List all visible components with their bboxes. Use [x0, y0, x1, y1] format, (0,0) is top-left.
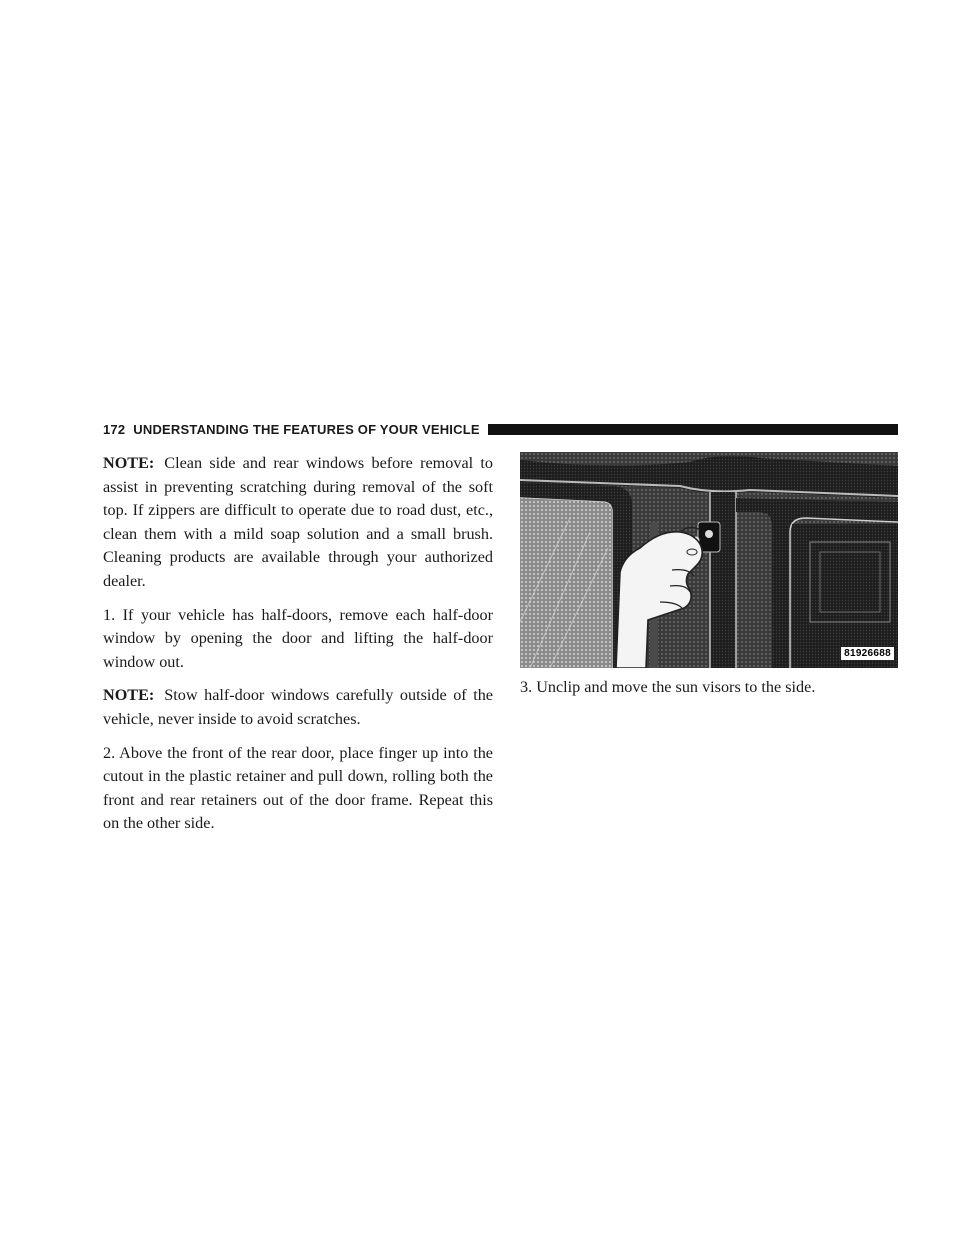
- note-paragraph: [103, 452, 493, 594]
- step-1: 1. If your vehicle has half-doors, remove each half-door window by opening the door and lifting the half-door window out.: [103, 605, 493, 671]
- note-text: Clean side and rear windows before removal to assist in preventing scratching during removal of the soft top. If zippers are difficult to operate due to road dust, etc., clean them with a mild soap solution and a small brush. Cleaning products are available through your authorized dealer.: [103, 454, 493, 590]
- header-rule: [488, 424, 898, 435]
- step-3: 3. Unclip and move the sun visors to the side.: [520, 678, 816, 696]
- page-number: 172: [103, 421, 126, 437]
- figure-reference-number: 81926688: [841, 647, 894, 660]
- note-label: NOTE:: [103, 686, 155, 705]
- sun-visor-illustration: [520, 452, 898, 668]
- step-2: 2. Above the front of the rear door, place finger up into the cutout in the plastic retainer and pull down, rolling both the front and rear retainers out of the door frame. Repeat this on the other side.: [103, 743, 493, 833]
- note-paragraph: [103, 684, 493, 731]
- right-column: [520, 452, 898, 700]
- note-text: Stow half-door windows carefully outside of the vehicle, never inside to avoid scratches.: [103, 686, 493, 728]
- note-label: NOTE:: [103, 454, 155, 472]
- illustration-drawing: [520, 452, 898, 668]
- section-title: UNDERSTANDING THE FEATURES OF YOUR VEHICLE: [133, 421, 480, 437]
- page-header: [103, 419, 898, 439]
- left-column: [103, 452, 493, 846]
